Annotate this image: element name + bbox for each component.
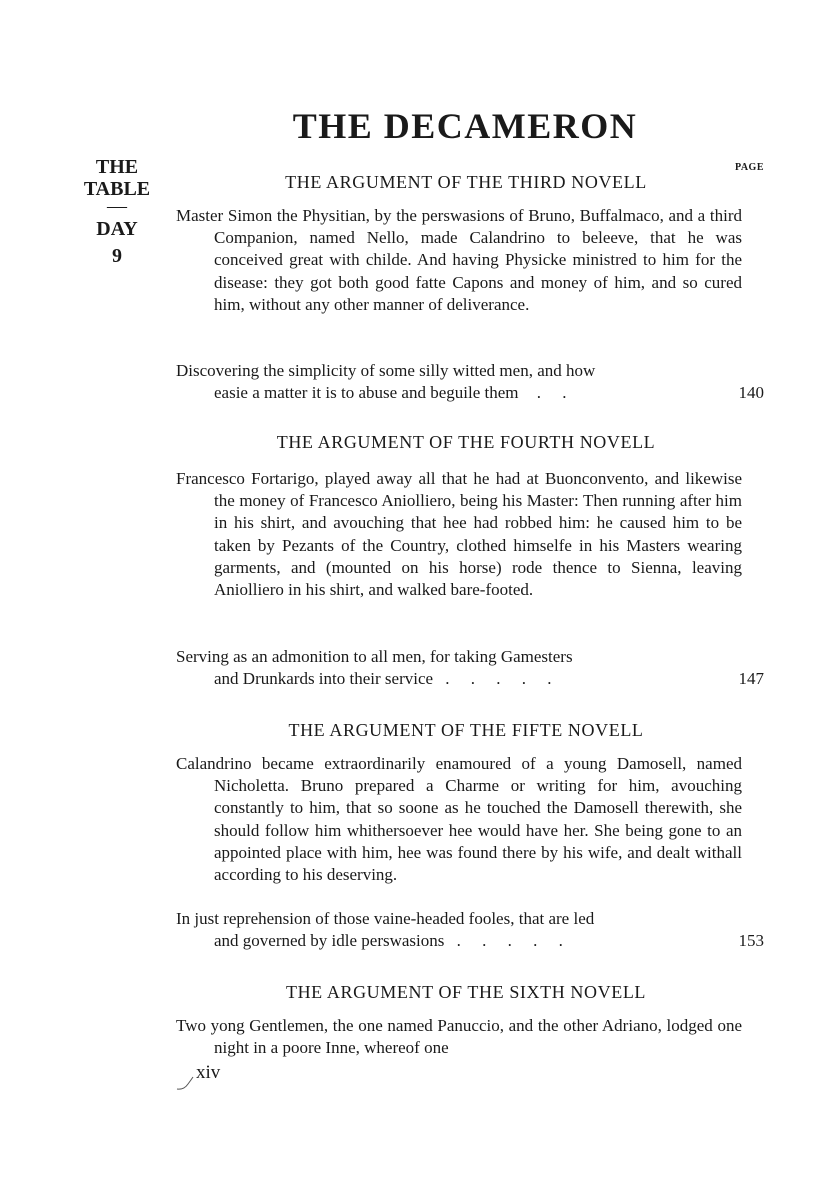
page-column-label: PAGE xyxy=(734,162,764,173)
page-number: 140 xyxy=(738,383,764,402)
section-moral-end xyxy=(214,930,704,952)
sidebar-table: TABLE xyxy=(83,178,151,200)
sidebar-the: THE xyxy=(95,156,139,178)
section-argument: Francesco Fortarigo, played away all that he had at Buonconvento, and likewise the money of Francesco Aniolliero, being his Master: Then running after him in his shirt, and avouching that hee had robbed him: he caused him to be taken by Pezants of the Country, clothed himselfe in his Masters wearing garments, and (mounted on his horse) rode thence to Sienna, leaving Aniolliero in his shirt, and walked bare-footed. xyxy=(176,469,742,600)
section-heading: THE ARGUMENT OF THE FOURTH NOVELL xyxy=(276,432,656,452)
section-heading: THE ARGUMENT OF THE FIFTE NOVELL xyxy=(288,720,644,740)
folio-number: xiv xyxy=(196,1062,221,1083)
section-heading: THE ARGUMENT OF THE SIXTH NOVELL xyxy=(285,982,647,1002)
leader-dots: . . xyxy=(536,383,567,402)
section-moral: Serving as an admonition to all men, for taking Gamesters xyxy=(176,647,573,666)
section-argument: Two yong Gentlemen, the one named Panuccio, and the other Adriano, lodged one night in a poore Inne, whereof one xyxy=(176,1016,742,1058)
sidebar-day-number: 9 xyxy=(112,245,122,267)
leader-dots: . . . . . xyxy=(445,669,552,688)
section-moral-end xyxy=(214,382,704,404)
section-moral: In just reprehension of those vaine-headed fooles, that are led xyxy=(176,909,595,928)
ink-mark-icon xyxy=(174,1074,196,1092)
leader-dots: . . . . . xyxy=(456,931,563,950)
book-title: THE DECAMERON xyxy=(292,106,638,146)
section-argument: Calandrino became extraordinarily enamoured of a young Damosell, named Nicholetta. Bruno prepared a Charme or writing for him, avouching constantly to him, that so soone as he touched the Damosell therewith, she should follow him whithersoever hee would have her. She being gone to an appointed place with him, hee was found there by his wife, and dealt withall according to his deserving. xyxy=(176,754,742,885)
section-heading: THE ARGUMENT OF THE THIRD NOVELL xyxy=(285,172,647,192)
sidebar-dash: — xyxy=(107,195,127,217)
section-moral-end xyxy=(214,668,704,690)
section-moral: Discovering the simplicity of some silly witted men, and how xyxy=(176,361,596,380)
page-number: 147 xyxy=(738,669,764,688)
sidebar-day: DAY xyxy=(96,218,138,240)
section-moral-text: easie a matter it is to abuse and beguile them xyxy=(214,383,519,402)
section-argument: Master Simon the Physitian, by the perswasions of Bruno, Buffalmaco, and a third Companion, named Nello, made Calandrino to beleeve, that he was conceived great with childe. And having Physicke ministred to him for the disease: they got both good fatte Capons and money of him, and so cured him, without any other manner of deliverance. xyxy=(176,206,742,314)
section-moral-text: and Drunkards into their service xyxy=(214,669,434,688)
page-number: 153 xyxy=(738,931,764,950)
section-moral-text: and governed by idle perswasions xyxy=(214,931,445,950)
